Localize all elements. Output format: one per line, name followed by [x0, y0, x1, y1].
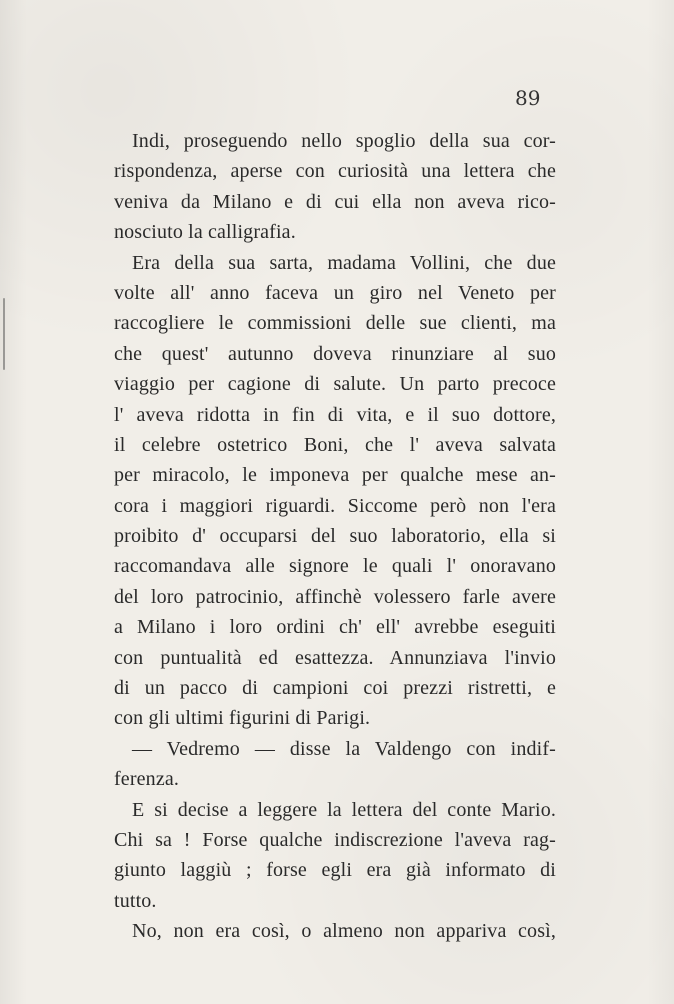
- text-line: giunto laggiù ; forse egli era già informato di: [114, 859, 556, 882]
- text-line: volte all' anno faceva un giro nel Veneto per: [114, 281, 556, 304]
- text-line: di un pacco di campioni coi prezzi ristretti, e: [114, 677, 556, 700]
- text-line: viaggio per cagione di salute. Un parto precoce: [114, 373, 556, 396]
- text-line: No, non era così, o almeno non appariva così,: [132, 920, 556, 943]
- text-line: raccomandava alle signore le quali l' onoravano: [114, 555, 556, 578]
- text-line: il celebre ostetrico Boni, che l' aveva salvata: [114, 433, 556, 456]
- body-text: [114, 126, 556, 947]
- text-line: nosciuto la calligrafia.: [114, 221, 296, 244]
- text-line: proibito d' occuparsi del suo laboratorio, ella si: [114, 525, 556, 548]
- page-edge-mark: [3, 298, 5, 370]
- text-line: rispondenza, aperse con curiosità una lettera che: [114, 160, 556, 183]
- text-line: veniva da Milano e di cui ella non aveva rico-: [114, 190, 556, 213]
- text-line: del loro patrocinio, affinchè volessero farle avere: [114, 585, 556, 608]
- text-line: — Vedremo — disse la Valdengo con indif-: [132, 737, 556, 760]
- text-line: che quest' autunno doveva rinunziare al suo: [114, 342, 556, 365]
- text-line: Indi, proseguendo nello spoglio della sua cor-: [132, 130, 556, 152]
- text-line: per miracolo, le imponeva per qualche mese an-: [114, 464, 556, 487]
- text-line: E si decise a leggere la lettera del conte Mario.: [132, 798, 556, 821]
- text-line: con puntualità ed esattezza. Annunziava l'invio: [114, 646, 556, 669]
- text-line: raccogliere le commissioni delle sue clienti, ma: [114, 312, 556, 335]
- text-line: ferenza.: [114, 768, 180, 791]
- text-line: tutto.: [114, 889, 157, 912]
- text-line: cora i maggiori riguardi. Siccome però non l'era: [114, 494, 556, 517]
- text-line: Chi sa ! Forse qualche indiscrezione l'aveva rag-: [114, 828, 556, 851]
- text-line: a Milano i loro ordini ch' ell' avrebbe eseguiti: [114, 616, 556, 639]
- page-number: 89: [515, 86, 541, 110]
- text-line: con gli ultimi figurini di Parigi.: [114, 707, 371, 730]
- text-line: Era della sua sarta, madama Vollini, che due: [132, 251, 556, 274]
- text-line: l' aveva ridotta in fin di vita, e il suo dottore,: [114, 403, 556, 426]
